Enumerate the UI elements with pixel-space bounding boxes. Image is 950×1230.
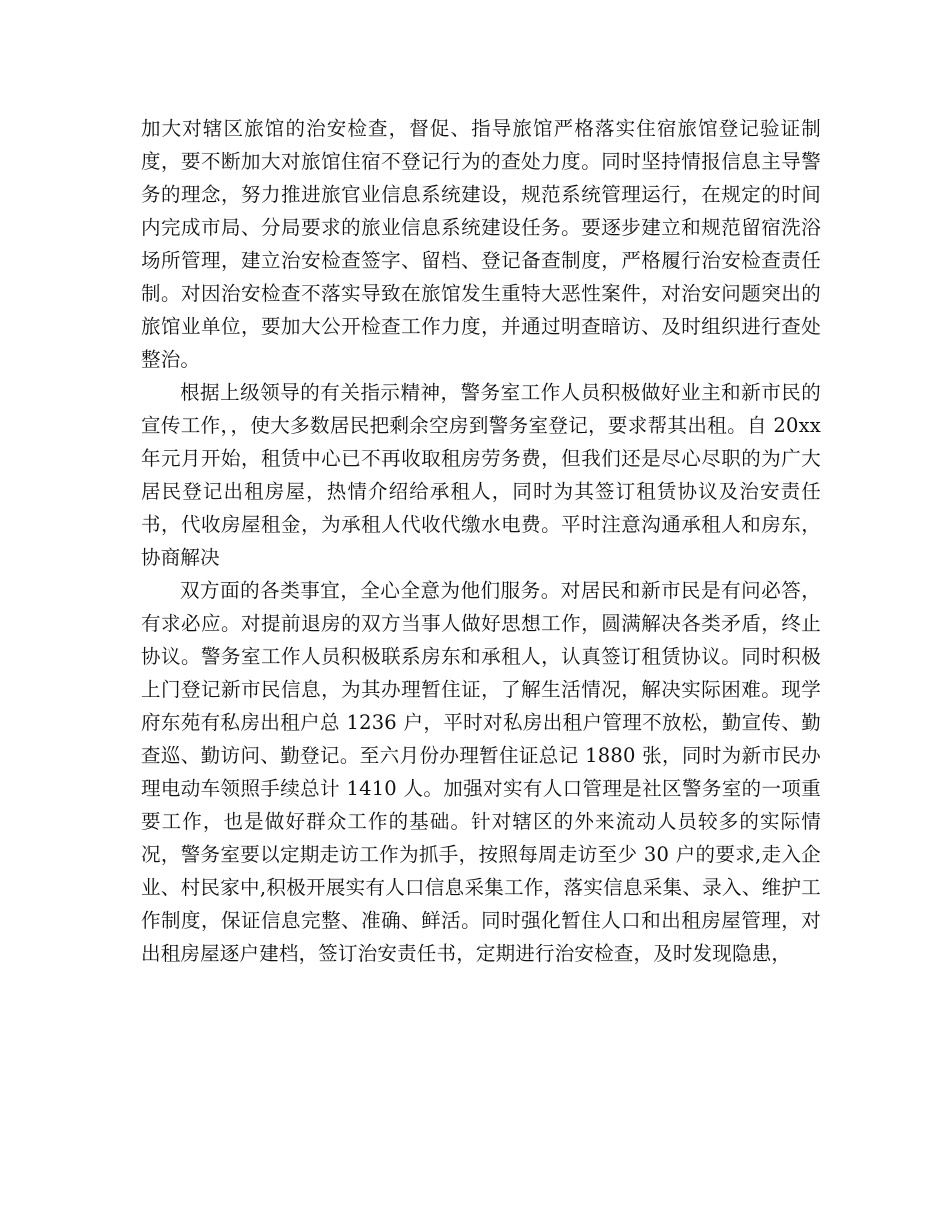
document-body bbox=[141, 112, 821, 970]
paragraph-resident-services: 双方面的各类事宜，全心全意为他们服务。对居民和新市民是有问必答，有求必应。对提前退房的双方当事人做好思想工作，圆满解决各类矛盾，终止协议。警务室工作人员积极联系房东和承租人，认真签订租赁协议。同时积极上门登记新市民信息，为其办理暂住证，了解生活情况，解决实际困难。现学府东苑有私房出租户总 1236 户，平时对私房出租户管理不放松，勤宣传、勤查巡、勤访问、勤登记。至六月份办理暂住证总记 1880 张，同时为新市民办理电动车领照手续总计 1410 人。加强对实有人口管理是社区警务室的一项重要工作，也是做好群众工作的基础。针对辖区的外来流动人员较多的实际情况，警务室要以定期走访工作为抓手，按照每周走访至少 30 户的要求,走入企业、村民家中,积极开展实有人口信息采集工作，落实信息采集、录入、维护工作制度，保证信息完整、准确、鲜活。同时强化暂住人口和出租房屋管理，对出租房屋逐户建档，签订治安责任书，定期进行治安检查，及时发现隐患， bbox=[141, 579, 821, 965]
paragraph-rental-registration: 根据上级领导的有关指示精神，警务室工作人员积极做好业主和新市民的宣传工作，，使大多数居民把剩余空房到警务室登记，要求帮其出租。自 20xx 年元月开始，租赁中心已不再收取租房劳务费，但我们还是尽心尽职的为广大居民登记出租房屋，热情介绍给承租人，同时为其签订租赁协议及治安责任书，代收房屋租金，为承租人代收代缴水电费。平时注意沟通承租人和房东，协商解决 bbox=[141, 381, 821, 569]
paragraph-hotel-inspection: 加大对辖区旅馆的治安检查，督促、指导旅馆严格落实住宿旅馆登记验证制度，要不断加大对旅馆住宿不登记行为的查处力度。同时坚持情报信息主导警务的理念，努力推进旅官业信息系统建设，规范系统管理运行，在规定的时间内完成市局、分局要求的旅业信息系统建设任务。要逐步建立和规范留宿洗浴场所管理，建立治安检查签字、留档、登记备查制度，严格履行治安检查责任制。对因治安检查不落实导致在旅馆发生重特大恶性案件，对治安问题突出的旅馆业单位，要加大公开检查工作力度，并通过明查暗访、及时组织进行查处整治。 bbox=[141, 117, 821, 371]
